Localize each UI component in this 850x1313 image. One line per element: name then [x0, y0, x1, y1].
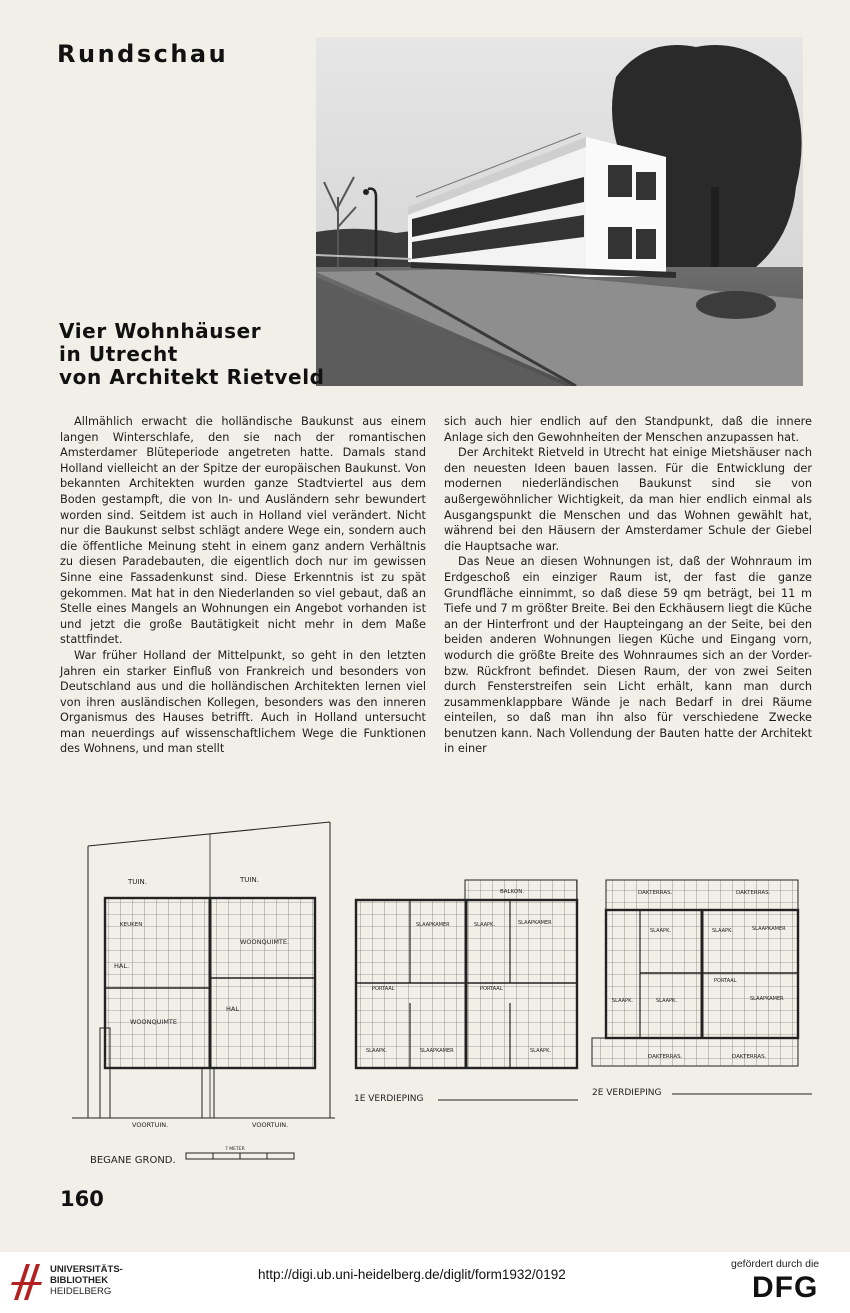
- label-slaapk-3: SLAAPK.: [612, 998, 633, 1004]
- label-hal-right: HAL: [226, 1005, 239, 1013]
- label-dakterras-3: DAKTERRAS.: [648, 1054, 683, 1060]
- label-portaal-1: PORTAAL: [372, 986, 395, 992]
- label-slaapk-2: SLAAPK.: [474, 922, 495, 928]
- label-slaapkamer: SLAAPKAMER: [752, 926, 786, 932]
- second-floor-plan: [592, 880, 812, 1098]
- label-dakterras-1: DAKTERRAS.: [638, 890, 673, 896]
- paragraph: Allmählich erwacht die holländische Baukunst aus einem langen Winterschlafe, den sie nach der romantischen Amsterdamer Blüteperiode angetreten hatte. Damals stand Holland vielleicht an der Spitze der europäischen Baukunst. Von bekannten Architekten wurden ganze Stadtviertel aus dem Boden gestampft, die von In- und Ausländern sehr bewundert worden sind. Seitdem ist auch in Holland viel verändert. Nicht nur die Baukunst selbst schlägt andere Wege ein, sondern auch die öffentliche Meinung steht in einem ganz andern Verhältnis zu diesen Paradebauten, die eigentlich doch nur im gewissen Sinne eine Fassadenkunst sind. Diese Erkenntnis ist zu spät gekommen. Mat hat in den Niederlanden so viel gebaut, daß an Stelle eines Mangels an Wohnungen ein Angebot vorhanden ist und jetzt die große Bautätigkeit nicht mehr in dem Maße stattfindet.: [60, 415, 426, 647]
- floor-plans: [60, 818, 820, 1173]
- label-slaapkamer-2: SLAAPKAMER: [750, 996, 784, 1002]
- paragraph: War früher Holland der Mittelpunkt, so geht in den letzten Jahren ein starker Einfluß von Frankreich und besonders von Deutschland aus und die holländischen Architekten lernen viel von ihren ausländischen Kollegen, besonders was den inneren Organismus des Hauses betrifft. Auch in Holland untersucht man neuerdings auf wissenschaftlichem Wege die Funktionen des Wohnens, und man stellt: [60, 648, 426, 756]
- first-floor-plan: [354, 880, 578, 1104]
- label-slaapk-1: SLAAPK.: [650, 928, 671, 934]
- scale-label: 7 METER: [225, 1147, 245, 1152]
- paragraph: Das Neue an diesen Wohnungen ist, daß der Wohnraum im Erdgeschoß ein einziger Raum ist, der fast die ganze Grundfläche einnimmt, so daß diese 59 qm beträgt, bei 11 m Tiefe und 7 m größter Breite. Bei den Eckhäusern liegt die Küche an der Hinterfront und der Haupteingang an der Seite, bei den beiden anderen Wohnungen liegen Küche und Eingang vorn, wodurch die größte Breite des Wohnraumes sich an der Vorder- bzw. Rückfront befindet. Diesen Raum, der von zwei Seiten durch Fensterstreifen sein Licht erhält, kann man durch zusammenklappbare Wände je nach Bedarf in drei Räume einteilen, so daß man ihn also für verschiedene Zwecke benutzen kann. Nach Vollendung der Bauten hatte der Architekt in einer: [444, 555, 812, 756]
- label-voortuin-left: VOORTUIN.: [132, 1121, 169, 1129]
- title-line-1: Vier Wohnhäuser: [59, 319, 262, 343]
- label-slaapk-6: SLAAPK.: [530, 1048, 551, 1054]
- second-floor-caption: 2E VERDIEPING: [592, 1088, 662, 1098]
- first-floor-caption: 1E VERDIEPING: [354, 1094, 424, 1104]
- label-portaal-2: PORTAAL: [480, 986, 503, 992]
- article-title: [59, 320, 325, 389]
- label-voortuin-right: VOORTUIN.: [252, 1121, 289, 1129]
- text-column-right: [444, 414, 812, 757]
- paragraph: Der Architekt Rietveld in Utrecht hat einige Mietshäuser nach den neuesten Ideen bauen lassen. Für die Entwicklung der modernen niederländischen Baukunst sind sie von außergewöhnlicher Wichtigkeit, da man hier endlich einmal als Ausgangspunkt die Menschen und das Wohnen gewählt hat, während bei den Häusern der Amsterdamer Schule der Giebel die Hauptsache war.: [444, 446, 812, 553]
- library-line-3: HEIDELBERG: [50, 1286, 112, 1297]
- dfg-logo: DFG: [752, 1271, 819, 1304]
- label-slaapk-4: SLAAPK.: [366, 1048, 387, 1054]
- ground-floor-plan: [72, 822, 335, 1166]
- title-line-3: von Architekt Rietveld: [59, 365, 325, 389]
- digitization-footer: [0, 1252, 850, 1313]
- library-name: [50, 1264, 123, 1297]
- label-slaapk-2: SLAAPK.: [712, 928, 733, 934]
- paragraph-continuation: sich auch hier endlich auf den Standpunkt, daß die innere Anlage sich den Gewohnheiten der Menschen anzupassen hat.: [444, 415, 812, 444]
- label-slaapk-1: SLAAPKAMER: [416, 922, 450, 928]
- text-column-left: [60, 414, 426, 757]
- university-library-logo-icon: [10, 1260, 44, 1304]
- label-slaapk-4: SLAAPK.: [656, 998, 677, 1004]
- label-tuin-left: TUIN.: [128, 878, 147, 886]
- label-dakterras-2: DAKTERRAS.: [736, 890, 771, 896]
- label-portaal: PORTAAL: [714, 978, 737, 984]
- library-line-1: UNIVERSITÄTS-: [50, 1264, 123, 1275]
- label-tuin-right: TUIN.: [240, 876, 259, 884]
- label-woonquimte-bottom: WOONQUIMTE: [130, 1018, 177, 1026]
- label-slaapk-5: SLAAPKAMER: [420, 1048, 454, 1054]
- page-number: 160: [60, 1187, 104, 1211]
- label-hal-left: HAL.: [114, 962, 130, 970]
- funded-by-label: gefördert durch die: [731, 1258, 820, 1270]
- building-photo: [316, 37, 803, 386]
- label-keuken: KEUKEN: [120, 922, 143, 928]
- label-slaapk-3: SLAAPKAMER: [518, 920, 552, 926]
- section-rubric: Rundschau: [57, 40, 229, 68]
- label-balkon: BALKON.: [500, 889, 525, 895]
- source-url-link[interactable]: http://digi.ub.uni-heidelberg.de/diglit/form1932/0192: [258, 1267, 566, 1282]
- library-line-2: BIBLIOTHEK: [50, 1275, 109, 1286]
- title-line-2: in Utrecht: [59, 342, 178, 366]
- ground-floor-caption: BEGANE GROND.: [90, 1155, 176, 1166]
- label-woonquimte-top: WOONQUIMTE.: [240, 938, 290, 946]
- label-dakterras-4: DAKTERRAS.: [732, 1054, 767, 1060]
